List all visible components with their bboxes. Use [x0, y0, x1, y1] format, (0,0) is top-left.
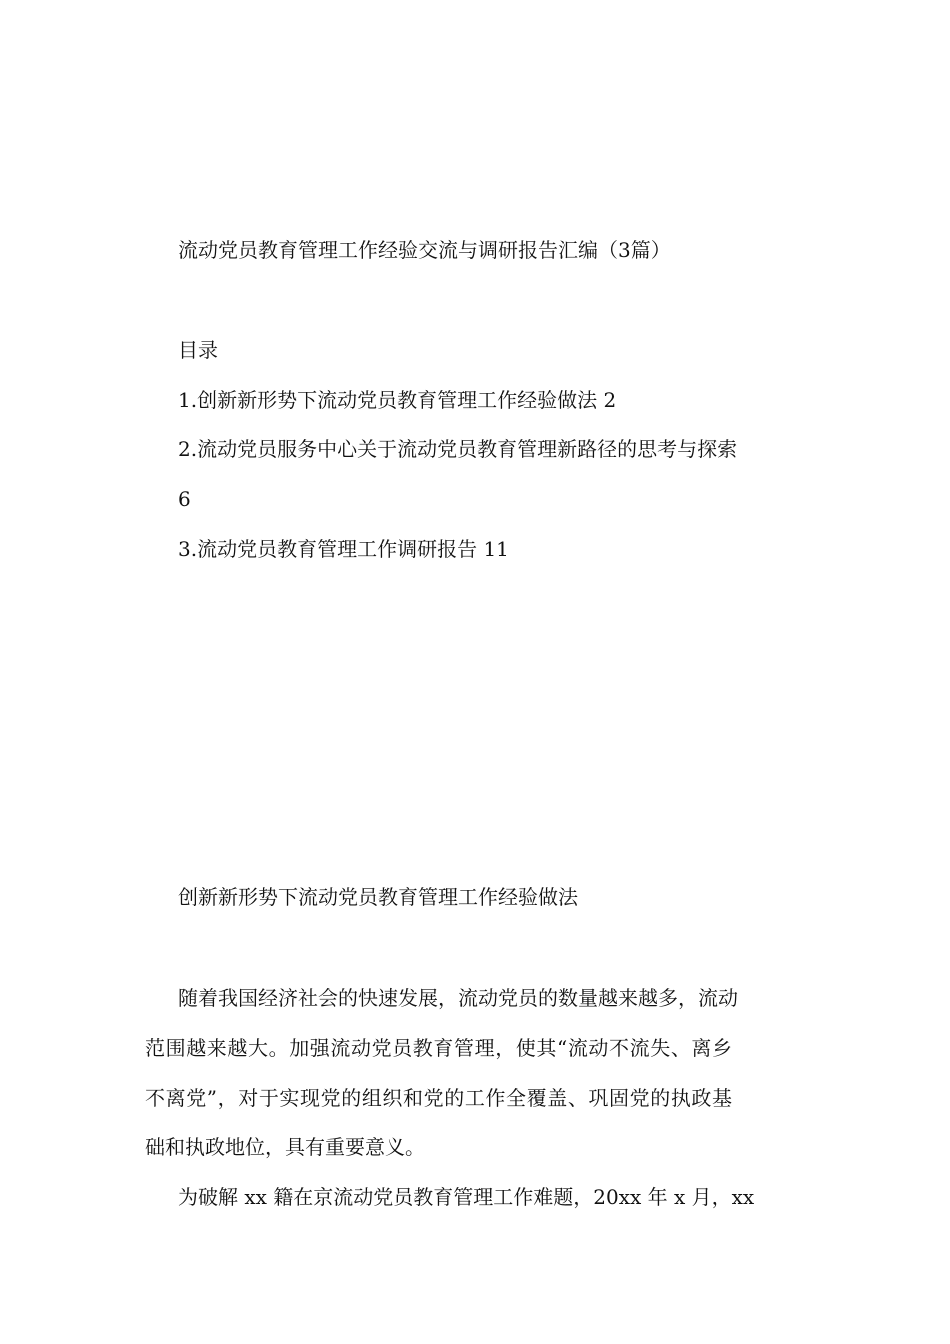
toc-item-2-page: 6 — [178, 487, 191, 511]
toc-item-3: 3.流动党员教育管理工作调研报告 11 — [178, 537, 509, 561]
section-title: 创新新形势下流动党员教育管理工作经验做法 — [178, 885, 578, 909]
paragraph-1-line-4: 础和执政地位，具有重要意义。 — [145, 1135, 425, 1159]
paragraph-1-line-1: 随着我国经济社会的快速发展，流动党员的数量越来越多，流动 — [178, 986, 738, 1010]
toc-heading: 目录 — [178, 338, 218, 362]
paragraph-2-line-1: 为破解 xx 籍在京流动党员教育管理工作难题，20xx 年 x 月，xx — [178, 1185, 755, 1209]
paragraph-1-line-2: 范围越来越大。加强流动党员教育管理，使其“流动不流失、离乡 — [145, 1036, 733, 1060]
document-title: 流动党员教育管理工作经验交流与调研报告汇编（3篇） — [178, 238, 671, 262]
toc-item-2: 2.流动党员服务中心关于流动党员教育管理新路径的思考与探索 — [178, 437, 738, 461]
toc-item-1: 1.创新新形势下流动党员教育管理工作经验做法 2 — [178, 388, 617, 412]
paragraph-1-line-3: 不离党”，对于实现党的组织和党的工作全覆盖、巩固党的执政基 — [145, 1086, 733, 1110]
